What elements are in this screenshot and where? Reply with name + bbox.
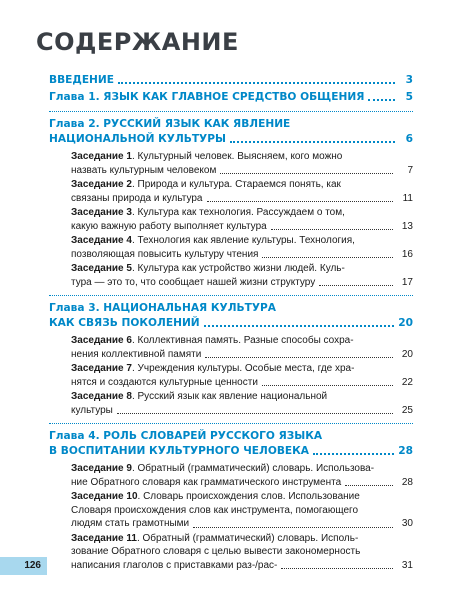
session-page: 16 [401, 248, 413, 260]
toc-chapter-4[interactable] [49, 429, 413, 459]
page-number: 126 [0, 557, 47, 575]
dot-leader [262, 385, 393, 386]
session-text: . Технология как явление культуры. Технология, [131, 235, 355, 246]
dot-leader [271, 229, 393, 230]
table-of-contents [49, 73, 413, 573]
session-text: . Русский язык как явление национальной [131, 391, 328, 402]
session-text: . Культура как технология. Рассуждаем о том, [131, 207, 345, 218]
session-text: зование Обратного словаря с целью вывести закономерность [71, 546, 361, 557]
session-text: . Обратный (грамматический) словарь. Исполь- [136, 532, 359, 544]
session-text: . Словарь происхождения слов. Использование [137, 491, 360, 502]
chapter-4-sessions [49, 462, 413, 572]
session-2[interactable] [71, 178, 413, 205]
session-number: Заседание 8 [71, 391, 132, 402]
session-text: нения коллективной памяти [71, 348, 202, 360]
session-text: . Обратный (грамматический) словарь. Использова- [131, 463, 375, 474]
session-page: 25 [401, 404, 413, 416]
chapter-3-title-line-1: Глава 3. НАЦИОНАЛЬНАЯ КУЛЬТУРА [49, 302, 276, 314]
session-text: . Коллективная память. Разные способы сохра- [131, 335, 354, 346]
chapter-2-page: 6 [405, 133, 413, 145]
session-text: . Культура как устройство жизни людей. Куль- [131, 263, 345, 274]
chapter-3-title-line-2: КАК СВЯЗЬ ПОКОЛЕНИЙ [49, 317, 200, 329]
dot-leader [204, 325, 395, 327]
session-number: Заседание 11 [71, 532, 137, 544]
session-text: какую важную работу выполняет культура [71, 220, 267, 232]
session-6[interactable] [71, 334, 413, 361]
dot-leader [117, 413, 393, 414]
session-text: назвать культурным человеком [71, 164, 217, 176]
session-8[interactable] [71, 390, 413, 417]
session-page: 11 [402, 192, 413, 204]
session-number: Заседание 2 [71, 179, 132, 190]
session-number: Заседание 5 [71, 263, 132, 274]
dot-leader [262, 257, 393, 258]
session-page: 20 [401, 348, 413, 360]
session-9[interactable] [71, 462, 413, 489]
dot-leader [345, 485, 393, 486]
session-text: ние Обратного словаря как грамматического инструмента [71, 476, 342, 488]
session-page: 31 [401, 559, 413, 571]
session-text: Словаря происхождения слов как инструмента, помогающего [71, 504, 359, 516]
session-number: Заседание 7 [71, 363, 132, 374]
session-page: 13 [401, 220, 413, 232]
session-text: написания глаголов с приставками раз-/рас- [71, 559, 278, 571]
chapter-3-sessions [49, 334, 413, 417]
chapter-2-sessions [49, 150, 413, 289]
dot-leader [118, 82, 395, 84]
session-text: . Учреждения культуры. Особые места, где хра- [131, 363, 355, 374]
dot-leader [230, 141, 395, 143]
session-page: 22 [401, 376, 413, 388]
session-text: связаны природа и культура [71, 192, 203, 204]
session-number: Заседание 10 [71, 491, 138, 502]
toc-chapter-2[interactable] [49, 117, 413, 147]
intro-title: ВВЕДЕНИЕ [49, 74, 115, 86]
divider [49, 423, 413, 424]
session-page: 7 [407, 164, 413, 176]
session-1[interactable] [71, 150, 413, 177]
dot-leader [193, 527, 393, 528]
chapter-2-title-line-1: Глава 2. РУССКИЙ ЯЗЫК КАК ЯВЛЕНИЕ [49, 118, 291, 130]
session-page: 30 [401, 518, 413, 529]
chapter-4-title-line-2: В ВОСПИТАНИИ КУЛЬТУРНОГО ЧЕЛОВЕКА [49, 445, 310, 457]
session-page: 28 [401, 476, 413, 488]
chapter-3-page: 20 [398, 317, 413, 329]
session-text: позволяющая повысить культуру чтения [71, 248, 259, 260]
chapter-1-page: 5 [405, 91, 413, 103]
session-5[interactable] [71, 262, 413, 289]
chapter-4-title-line-1: Глава 4. РОЛЬ СЛОВАРЕЙ РУССКОГО ЯЗЫКА [49, 430, 323, 442]
page-title: СОДЕРЖАНИЕ [36, 28, 239, 56]
session-number: Заседание 3 [71, 207, 132, 218]
intro-page: 3 [405, 74, 413, 86]
session-text: людям стать грамотными [71, 518, 190, 529]
dot-leader [368, 99, 395, 101]
chapter-2-title-line-2: НАЦИОНАЛЬНОЙ КУЛЬТУРЫ [49, 133, 226, 145]
session-3[interactable] [71, 206, 413, 233]
session-text: нятся и создаются культурные ценности [71, 376, 258, 388]
dot-leader [220, 173, 393, 174]
chapter-1-title: Глава 1. ЯЗЫК КАК ГЛАВНОЕ СРЕДСТВО ОБЩЕНИЯ [49, 91, 365, 103]
session-number: Заседание 9 [71, 463, 132, 474]
session-number: Заседание 4 [71, 235, 132, 246]
session-number: Заседание 1 [71, 151, 132, 162]
divider [49, 295, 413, 296]
toc-chapter-3[interactable] [49, 301, 413, 331]
session-text: . Природа и культура. Стараемся понять, как [131, 179, 341, 190]
session-10[interactable] [71, 490, 413, 531]
toc-intro[interactable] [49, 73, 413, 88]
toc-chapter-1[interactable] [49, 90, 413, 105]
session-text: . Культурный человек. Выясняем, кого можно [131, 151, 343, 162]
dot-leader [207, 201, 394, 202]
session-11[interactable] [71, 532, 413, 573]
session-text: тура — это то, что сообщает нашей жизни структуру [71, 276, 316, 288]
dot-leader [313, 453, 394, 455]
divider [49, 111, 413, 112]
session-7[interactable] [71, 362, 413, 389]
dot-leader [281, 568, 393, 569]
session-page: 17 [401, 276, 413, 288]
session-number: Заседание 6 [71, 335, 132, 346]
dot-leader [319, 285, 393, 286]
session-text: культуры [71, 404, 113, 416]
chapter-4-page: 28 [398, 445, 413, 457]
dot-leader [205, 357, 393, 358]
session-4[interactable] [71, 234, 413, 261]
